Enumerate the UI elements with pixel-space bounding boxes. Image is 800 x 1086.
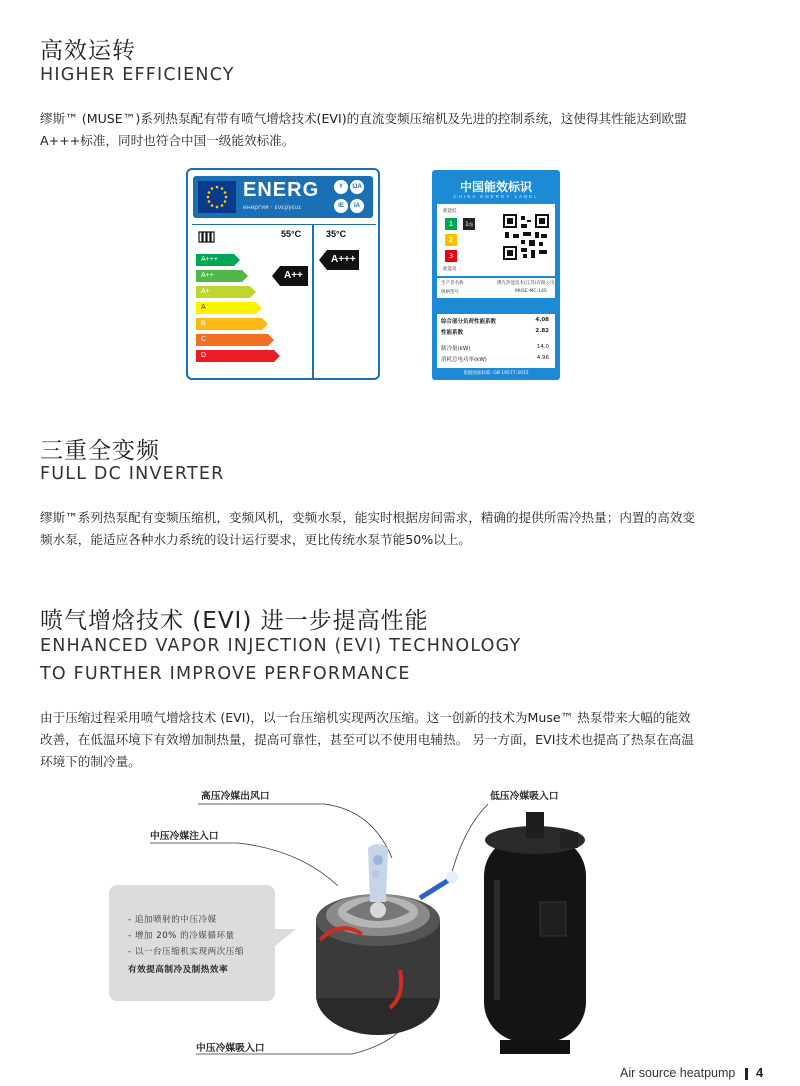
eu-band: B [196, 318, 262, 330]
cn-row-value: 4.96 [536, 355, 549, 361]
cn-label-subtitle: CHINA ENERGY LABEL [453, 194, 539, 199]
section2-paragraph-line1: 缪斯™系列热泵配有变频压缩机，变频风机，变频水泵，能实时根据房间需求，精确的提供所需冷热量；内置的高效变 [40, 510, 695, 525]
external-compressor [484, 812, 586, 1054]
cn-label-grade-panel [437, 204, 555, 276]
section2-title-cn: 三重全变频 [40, 438, 160, 464]
qr-code-icon [503, 214, 549, 264]
label-mid-pressure-injection: 中压冷媒注入口 [150, 831, 219, 842]
eu-band: D [196, 350, 274, 362]
eu-band: A [196, 302, 256, 314]
section1-title-en: HIGHER EFFICIENCY [40, 65, 235, 85]
section3-title-en-line1: ENHANCED VAPOR INJECTION (EVI) TECHNOLOGY [40, 636, 522, 656]
eu-rating-55: A++ [280, 266, 308, 286]
section3-paragraph-line1: 由于压缩过程采用喷气增焓技术 (EVI)，以一台压缩机实现两次压缩。这一创新的技术为Muse™ 热泵带来大幅的能效 [40, 710, 691, 725]
cn-grade-mark-suffix: 级 [469, 222, 474, 227]
info-bold-line: 有效提高制冷及制热效率 [128, 965, 229, 975]
cn-data-row [441, 355, 549, 363]
cn-row-value: 4.08 [535, 317, 549, 323]
eu-circle-ie: IE [334, 199, 348, 213]
label-low-pressure-inlet: 低压冷媒吸入口 [490, 791, 559, 802]
eu-column-divider [312, 224, 314, 378]
cn-row-value: 14.0 [536, 344, 549, 350]
section2-title-en: FULL DC INVERTER [40, 464, 225, 484]
cn-row-label: 性能系数 [441, 330, 464, 336]
info-line: - 追加喷射的中压冷媒 [128, 915, 217, 925]
cn-row-label: 消耗总电功率(kW) [441, 357, 487, 363]
cn-row-label: 制冷量(kW) [441, 346, 471, 352]
eu-energy-label [186, 168, 380, 380]
footer-divider [745, 1068, 748, 1080]
cn-producer-value: 佛光热能技术(江苏)有限公司 [497, 281, 555, 286]
cn-row-value: 2.82 [535, 328, 549, 334]
eu-circle-ija: IJA [350, 180, 364, 194]
section1-paragraph-line1: 缪斯™ (MUSE™)系列热泵配有带有喷气增焓技术(EVI)的直流变频压缩机及先进的控制系统，这使得其性能达到欧盟 [40, 111, 687, 126]
eu-temp-55: 55°C [281, 229, 302, 239]
cn-grade-2: 2 [445, 234, 457, 246]
cn-grade-mark-number: 1 [464, 220, 470, 228]
info-box-pointer [274, 929, 296, 951]
evi-info-box [109, 885, 275, 1001]
label-high-pressure-outlet: 高压冷媒出风口 [201, 791, 270, 802]
cn-grade-mark [463, 218, 475, 230]
label-mid-pressure-suction: 中压冷媒吸入口 [196, 1043, 265, 1054]
cn-label-producer-panel [437, 278, 555, 298]
cn-model-label: 规格型号 [441, 290, 459, 295]
eu-label-header [193, 176, 373, 218]
section1-title-cn: 高效运转 [40, 38, 136, 64]
section2-paragraph-line2: 频水泵，能适应各种水力系统的设计运行要求，更比传统水泵节能50%以上。 [40, 532, 471, 547]
eu-temp-35: 35°C [326, 229, 347, 239]
cn-low-energy: 耗能低 [443, 209, 457, 214]
eu-band: A+++ [196, 254, 234, 266]
cn-model-value: MUSE-MC-14S [515, 289, 547, 294]
section3-paragraph-line3: 环境下的制冷量。 [40, 754, 141, 769]
eu-band: A++ [196, 270, 242, 282]
china-energy-label [432, 170, 560, 380]
eu-flag-icon [198, 181, 236, 213]
eu-circle-y: Y [334, 180, 348, 194]
cn-grade-1: 1 [445, 218, 457, 230]
cn-label-data-panel [437, 314, 555, 368]
cn-data-row [441, 344, 549, 352]
section3-title-cn: 喷气增焓技术 (EVI) 进一步提高性能 [40, 608, 429, 634]
cn-grade-3: 3 [445, 250, 457, 262]
cn-data-row [441, 317, 549, 325]
eu-energy-subtitle: енергия · ενεργεια [243, 204, 301, 211]
cutaway-compressor [316, 844, 458, 1035]
section3-title-en-line2: TO FURTHER IMPROVE PERFORMANCE [40, 664, 411, 684]
eu-band: C [196, 334, 268, 346]
section1-paragraph-line2: A+++标准，同时也符合中国一级能效标准。 [40, 133, 295, 148]
footer-text: Air source heatpump [620, 1066, 736, 1080]
page-number: 4 [756, 1065, 764, 1080]
cn-producer-label: 生产者名称 [441, 281, 464, 286]
cn-label-title: 中国能效标识 [459, 180, 532, 194]
radiator-icon [198, 228, 216, 247]
cn-row-label: 综合部分负荷性能系数 [441, 319, 497, 325]
eu-rating-35: A+++ [327, 250, 359, 270]
eu-circle-ia: IA [350, 199, 364, 213]
cn-data-row [441, 328, 549, 336]
cn-label-footer: 依据国家标准: GB 19577-2015 [463, 371, 529, 376]
cn-high-energy: 耗能高 [443, 267, 457, 272]
eu-row-divider [192, 224, 376, 225]
info-line: - 增加 20% 的冷媒循环量 [128, 931, 235, 941]
eu-band: A+ [196, 286, 250, 298]
eu-energy-word: ENERG [243, 179, 320, 201]
info-line: - 以一台压缩机实现两次压缩 [128, 947, 244, 957]
section3-paragraph-line2: 改善，在低温环境下有效增加制热量，提高可靠性，甚至可以不使用电辅热。 另一方面，EVI技术也提高了热泵在高温 [40, 732, 694, 747]
